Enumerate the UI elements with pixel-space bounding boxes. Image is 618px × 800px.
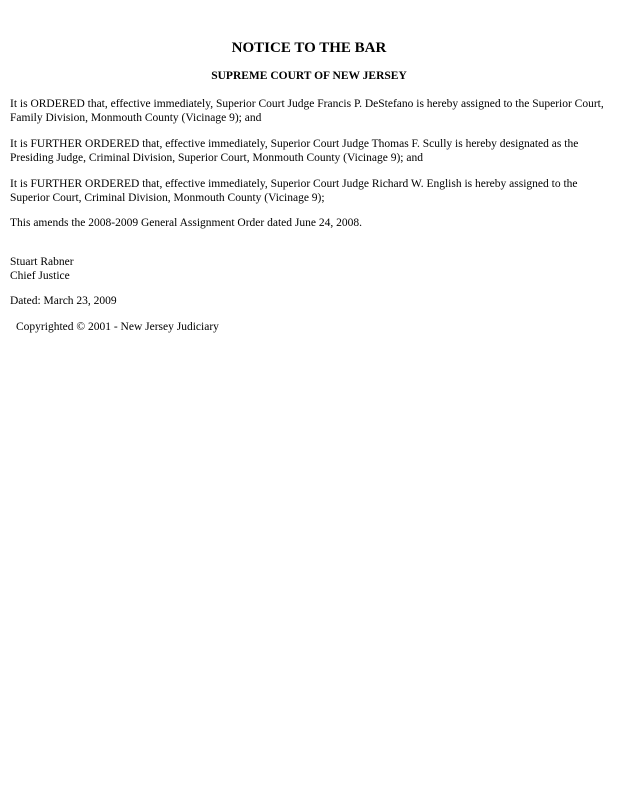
signatory-role: Chief Justice (10, 270, 70, 282)
signature-block (10, 255, 74, 283)
signatory-name: Stuart Rabner (10, 256, 74, 268)
amendment-paragraph: This amends the 2008-2009 General Assignment Order dated June 24, 2008. (10, 217, 362, 229)
order-paragraph: It is FURTHER ORDERED that, effective immediately, Superior Court Judge Thomas F. Scully is hereby designated as the Presiding Judge, Criminal Division, Superior Court, Monmouth County (Vicinage 9); and (10, 138, 579, 164)
order-paragraph: It is ORDERED that, effective immediately, Superior Court Judge Francis P. DeStefano is hereby assigned to the Superior Court, Family Division, Monmouth County (Vicinage 9); and (10, 98, 604, 124)
order-paragraph: It is FURTHER ORDERED that, effective immediately, Superior Court Judge Richard W. English is hereby assigned to the Superior Court, Criminal Division, Monmouth County (Vicinage 9); (10, 178, 578, 204)
document-subtitle: SUPREME COURT OF NEW JERSEY (211, 70, 407, 82)
copyright-notice: Copyrighted © 2001 - New Jersey Judiciary (16, 321, 219, 333)
date-line: Dated: March 23, 2009 (10, 295, 117, 307)
document-title: NOTICE TO THE BAR (231, 40, 387, 56)
